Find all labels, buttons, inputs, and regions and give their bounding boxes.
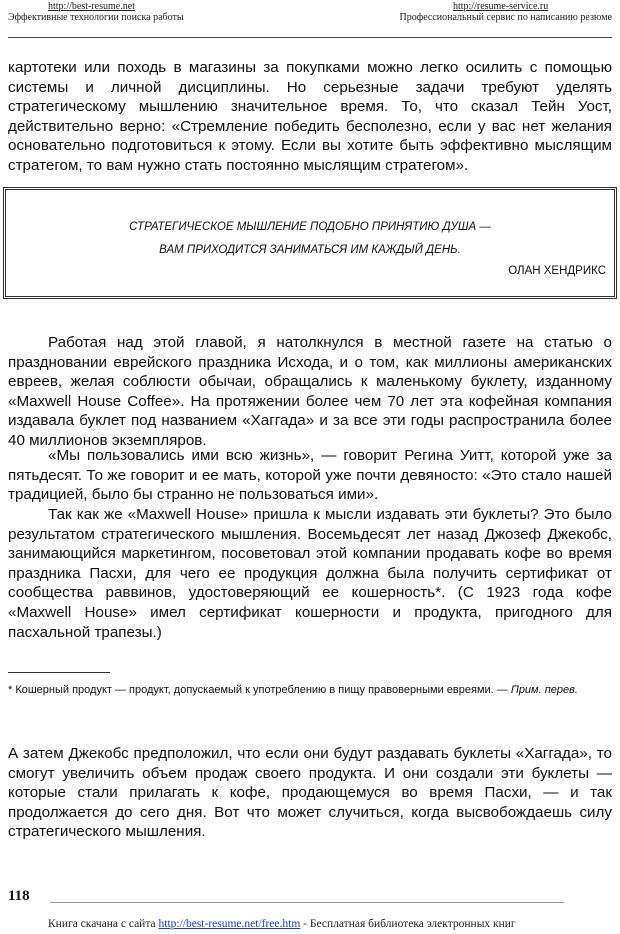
paragraph-4: Так как же «Maxwell House» пришла к мысли издавать эти буклеты? Это было результатом стратегического мышления. Восемьдесят лет назад Джозеф Джекобс, занимающийся маркетингом, посоветовал этой компании продавать кофе во время праздника Пасхи, для чего ее продукция должна была получить сертификат от сообщества раввинов, удостоверяющий ее кошерность*. (С 1923 года кофе «Maxwell House» имел сертификат кошерности и продукта, пригодного для пасхальной трапезы.) — [8, 506, 612, 641]
quote-author: ОЛАН ХЕНДРИКС — [508, 265, 606, 277]
paragraph-2: Работая над этой главой, я натолкнулся в местной газете на статью о праздновании еврейского праздника Исхода, и о том, как миллионы американских евреев, желая соблюсти обычаи, обращались к маленькому буклету, изданному «Maxwell House Coffee». На протяжении более чем 70 лет эта кофейная компания издавала буклет под названием «Хаггада» и за все эти годы распространила более 40 миллионов экземпляров. — [8, 334, 612, 449]
quote-line-2: ВАМ ПРИХОДИТСЯ ЗАНИМАТЬСЯ ИМ КАЖДЫЙ ДЕНЬ. — [159, 244, 461, 256]
header-rule — [8, 37, 612, 38]
header-right-text: Профессиональный сервис по написанию резюме — [399, 12, 612, 23]
footnote-note: Прим. перев. — [510, 684, 578, 696]
paragraph-1: картотеки или походь в магазины за покупками можно легко осилить с помощью системы и личной дисциплины. Но серьезные задачи требуют уделять стратегическому мышлению значительное время. То, что сказал Тейн Уост, действительно верно: «Стремление победить бесполезно, если у вас нет желания основательно подготовиться к этому. Если вы хотите быть эффективно мыслящим стратегом, то вам нужно стать постоянно мыслящим стратегом». — [8, 59, 612, 174]
header-left-text: Эффективные технологии поиска работы — [8, 12, 184, 23]
footnote — [8, 683, 612, 698]
footer-text — [48, 918, 516, 930]
footer-suffix: - Бесплатная библиотека электронных книг — [300, 918, 516, 930]
footnote-text: * Кошерный продукт — продукт, допускаемый к употреблению в пищу правоверными евреями. — — [8, 684, 511, 696]
footer-link[interactable]: http://best-resume.net/free.htm — [158, 918, 301, 930]
footnote-rule — [8, 672, 110, 673]
paragraph-5: А затем Джекобс предположил, что если они будут раздавать буклеты «Хаггада», то смогут увеличить объем продаж своего продукта. И они создали эти буклеты — которые стали прилагать к кофе, продающемуся во время Пасхи, — и так продолжается до сего дня. Вот что может случиться, когда высвобождаешь силу стратегического мышления. — [8, 745, 612, 841]
quote-line-1: СТРАТЕГИЧЕСКОЕ МЫШЛЕНИЕ ПОДОБНО ПРИНЯТИЮ ДУША — — [129, 221, 491, 233]
footer-prefix: Книга скачана с сайта — [48, 918, 159, 930]
page-number: 118 — [8, 888, 30, 904]
header-right-link[interactable]: http://resume-service.ru — [453, 1, 549, 12]
header-left-link[interactable]: http://best-resume.net — [48, 1, 135, 12]
paragraph-3: «Мы пользовались ими всю жизнь», — говорит Регина Уитт, которой уже за пятьдесят. То же говорит и ее мать, которой уже почти девяносто: «Это стало нашей традицией, было бы странно не пользоваться ими». — [8, 447, 612, 504]
footer-rule — [50, 902, 564, 903]
quote-box — [3, 187, 617, 299]
